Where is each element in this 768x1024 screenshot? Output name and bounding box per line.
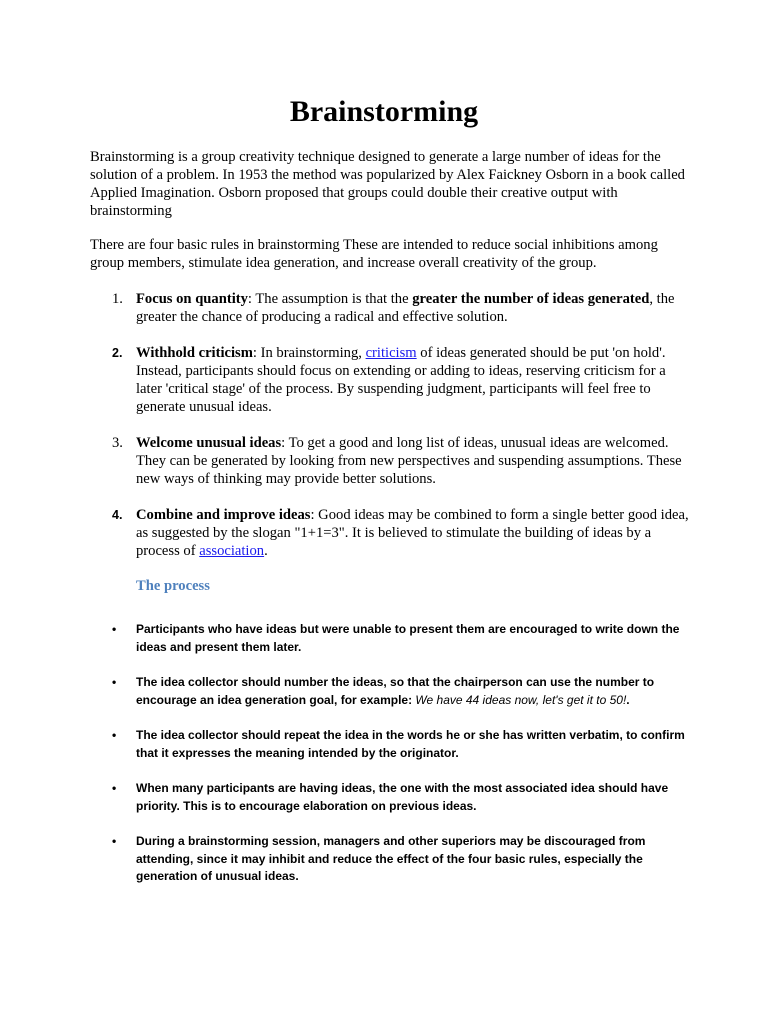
bullet-icon: • [112, 834, 117, 848]
rule-text: of ideas generated should be put 'on hold'. Instead, participants should focus on extending or adding to ideas, reserving criticism for a later 'critical stage' of the process. By suspending judgment, participants will feel free to generate unusual ideas. [136, 345, 666, 415]
bullet-icon: • [112, 728, 117, 742]
rule-emphasis: greater the number of ideas generated [412, 291, 650, 307]
rule-text: . [264, 543, 268, 559]
bullet-text: When many participants are having ideas, the one with the most associated idea should have priority. This is to encourage elaboration on previous ideas. [136, 781, 669, 813]
list-item [112, 833, 692, 886]
rule-term: Withhold criticism [136, 345, 253, 361]
bullet-icon: • [112, 675, 117, 689]
process-heading: The process [136, 578, 210, 594]
rule-text: , the greater the chance of producing a radical and effective solution. [136, 291, 675, 325]
list-item [112, 621, 692, 656]
list-item [112, 674, 692, 709]
rule-term: Focus on quantity [136, 291, 248, 307]
association-link[interactable]: association [199, 543, 265, 559]
list-item [112, 727, 692, 762]
rule-number: 3. [112, 435, 123, 451]
rule-text: : In brainstorming, [252, 345, 366, 361]
document-title: Brainstorming [289, 95, 479, 128]
rule-item [90, 506, 690, 560]
rule-text: : Good ideas may be combined to form a single better good idea, as suggested by the slogan "1+1=3". It is believed to stimulate the building of ideas by a process of [136, 507, 689, 559]
bullet-icon: • [112, 781, 117, 795]
intro-paragraph-1: Brainstorming is a group creativity technique designed to generate a large number of ideas for the solution of a problem. In 1953 the method was popularized by Alex Faickney Osborn in a book called Applied Imagination. Osborn proposed that groups could double their creative output with brainstorming [90, 149, 685, 219]
process-bullet-list [112, 621, 692, 904]
bullet-text-tail: . [626, 692, 630, 707]
rule-item [90, 344, 690, 416]
rule-text: : The assumption is that the [247, 291, 413, 307]
rule-number: 1. [112, 291, 123, 307]
criticism-link[interactable]: criticism [365, 345, 417, 361]
bullet-example: We have 44 ideas now, let's get it to 50! [415, 692, 627, 707]
list-item [112, 780, 692, 815]
rule-term: Welcome unusual ideas [136, 435, 282, 451]
bullet-text: During a brainstorming session, managers and other superiors may be discouraged from attending, since it may inhibit and reduce the effect of the four basic rules, especially the generation of unusual ideas. [136, 834, 646, 883]
bullet-icon: • [112, 622, 117, 636]
rule-number: 4. [112, 508, 123, 522]
rule-item [90, 434, 690, 488]
intro-paragraph-2: There are four basic rules in brainstorming These are intended to reduce social inhibitions among group members, stimulate idea generation, and increase overall creativity of the group. [90, 237, 658, 271]
basic-rules-list [90, 290, 690, 578]
bullet-text: Participants who have ideas but were unable to present them are encouraged to write down the ideas and present them later. [136, 622, 680, 654]
rule-number: 2. [112, 346, 123, 360]
rule-term: Combine and improve ideas [136, 507, 311, 523]
rule-text: : To get a good and long list of ideas, unusual ideas are welcomed. They can be generated by looking from new perspectives and suspending assumptions. These new ways of thinking may provide better solutions. [136, 435, 682, 487]
rule-item [90, 290, 690, 326]
bullet-text: The idea collector should number the ideas, so that the chairperson can use the number to encourage an idea generation goal, for example: [136, 675, 655, 707]
bullet-text: The idea collector should repeat the idea in the words he or she has written verbatim, to confirm that it expresses the meaning intended by the originator. [136, 728, 685, 760]
